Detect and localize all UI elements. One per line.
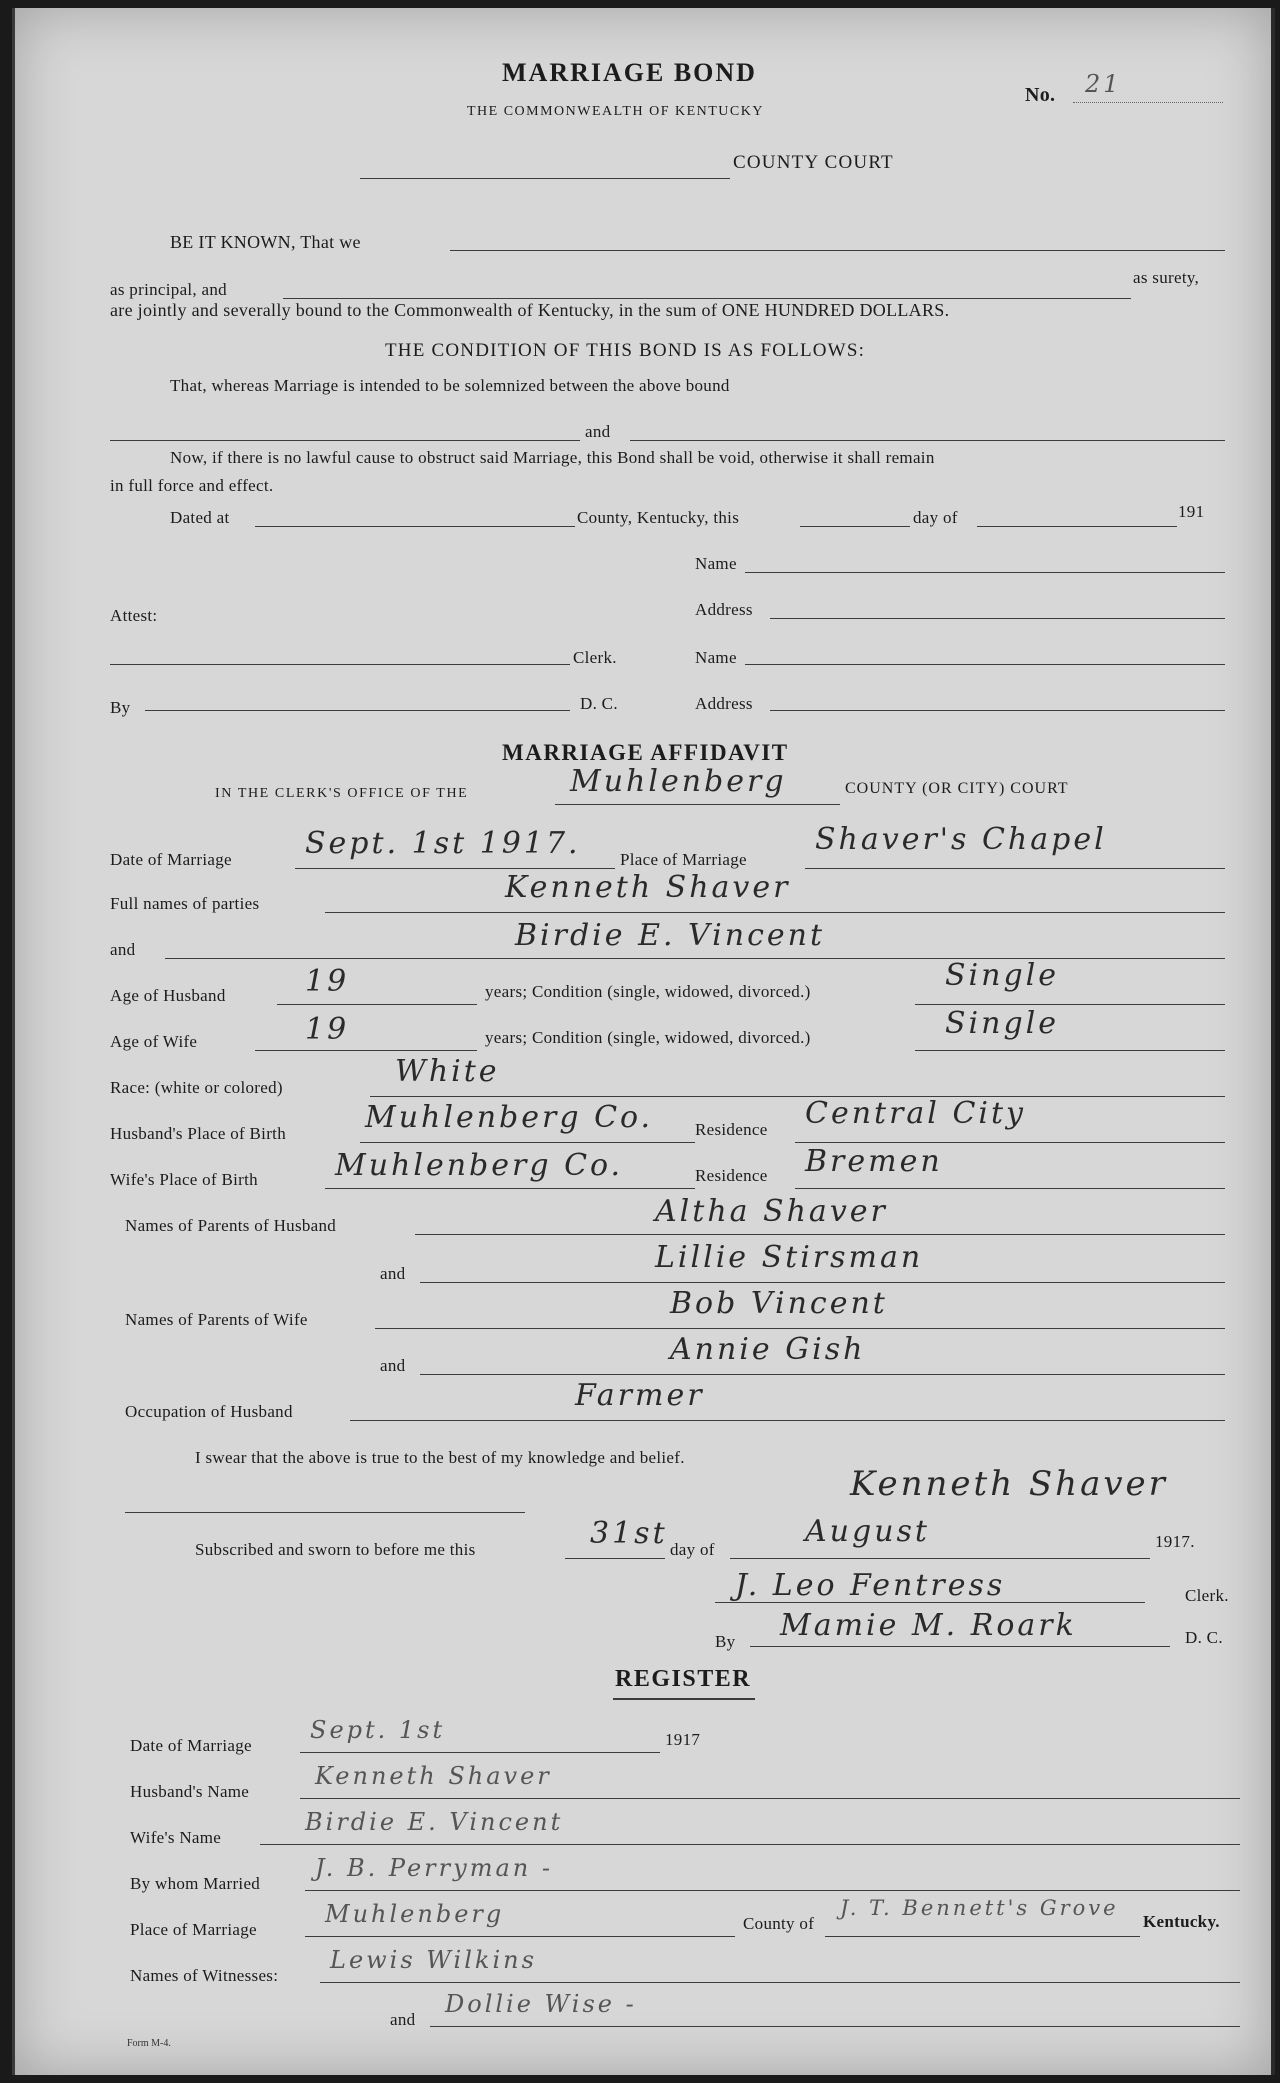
bond-address-line-1 — [770, 618, 1225, 619]
surety-line — [283, 298, 1131, 299]
parent-h2-line — [420, 1282, 1225, 1283]
husband-birth-label: Husband's Place of Birth — [110, 1124, 286, 1143]
parents-wife-label: Names of Parents of Wife — [125, 1310, 308, 1329]
office-suffix-label: COUNTY (OR CITY) COURT — [845, 780, 1069, 797]
affidavit-dc-label: D. C. — [1185, 1628, 1223, 1647]
register-husband-label: Husband's Name — [130, 1782, 250, 1801]
bond-name-label-1: Name — [695, 554, 737, 573]
place-of-marriage-label: Place of Marriage — [620, 850, 747, 869]
register-by-whom-line — [305, 1890, 1240, 1891]
bond-subtitle: THE COMMONWEALTH OF KENTUCKY — [467, 104, 764, 119]
race-value: White — [395, 1054, 500, 1089]
age-husband-label: Age of Husband — [110, 986, 226, 1005]
bond-address-line-2 — [770, 710, 1225, 711]
party2-line — [165, 958, 1225, 959]
parent-h2-value: Lillie Stirsman — [655, 1240, 924, 1275]
bond-name-label-2: Name — [695, 648, 737, 667]
register-witness1-line — [320, 1982, 1240, 1983]
age-husband-value: 19 — [305, 964, 350, 999]
occupation-value: Farmer — [575, 1378, 705, 1413]
age-wife-line — [255, 1050, 477, 1051]
bond-title: MARRIAGE BOND — [502, 58, 757, 87]
register-year-value: 1917 — [665, 1730, 701, 1749]
race-line — [370, 1096, 1225, 1097]
affidavit-by-label: By — [715, 1632, 736, 1651]
wife-birth-line — [325, 1188, 695, 1189]
register-wife-line — [260, 1844, 1240, 1845]
dated-at-label: Dated at — [170, 508, 230, 527]
clerk-signature-line — [110, 664, 570, 665]
bond-dc-label: D. C. — [580, 694, 618, 713]
party2-value: Birdie E. Vincent — [515, 918, 826, 953]
register-date-label: Date of Marriage — [130, 1736, 252, 1755]
wife-residence-line — [795, 1188, 1225, 1189]
age-wife-label: Age of Wife — [110, 1032, 198, 1051]
wife-residence-label: Residence — [695, 1166, 768, 1185]
as-surety-label: as surety, — [1133, 268, 1200, 287]
bond-clerk-label: Clerk. — [573, 648, 617, 667]
form-number-label: Form M-4. — [127, 2038, 171, 2049]
date-of-marriage-value: Sept. 1st 1917. — [305, 826, 581, 861]
deputy-signature-line — [145, 710, 570, 711]
parent-w1-line — [375, 1328, 1225, 1329]
register-place-line — [305, 1936, 735, 1937]
register-by-whom-value: J. B. Perryman - — [315, 1854, 553, 1882]
jointly-bound-text: are jointly and severally bound to the Commonwealth of Kentucky, in the sum of ONE HUNDRED DOLLARS. — [110, 300, 950, 320]
wife-birth-label: Wife's Place of Birth — [110, 1170, 258, 1189]
subscribed-label: Subscribed and sworn to before me this — [195, 1540, 476, 1559]
affidavit-blank-line — [125, 1512, 525, 1513]
parent-h1-value: Altha Shaver — [655, 1194, 888, 1229]
place-of-marriage-value: Shaver's Chapel — [815, 822, 1107, 857]
date-of-marriage-line — [295, 868, 615, 869]
now-if-text-2: in full force and effect. — [110, 476, 274, 495]
parent-w1-value: Bob Vincent — [670, 1286, 888, 1321]
party1-line — [325, 912, 1225, 913]
condition-wife-label: years; Condition (single, widowed, divorced.) — [485, 1028, 811, 1047]
marriage-record-sheet — [12, 8, 1275, 2075]
condition-husband-label: years; Condition (single, widowed, divorced.) — [485, 982, 811, 1001]
deputy-signature-value: Mamie M. Roark — [780, 1608, 1077, 1643]
register-place-label: Place of Marriage — [130, 1920, 257, 1939]
dated-at-line — [255, 526, 575, 527]
age-wife-value: 19 — [305, 1012, 350, 1047]
husband-birth-line — [360, 1142, 695, 1143]
condition-heading: THE CONDITION OF THIS BOND IS AS FOLLOWS: — [385, 340, 866, 361]
bond-address-label-1: Address — [695, 600, 753, 619]
register-date-line — [300, 1752, 660, 1753]
register-wife-value: Birdie E. Vincent — [305, 1808, 564, 1836]
husband-birth-value: Muhlenberg Co. — [365, 1100, 654, 1135]
affidavit-title: MARRIAGE AFFIDAVIT — [502, 740, 789, 765]
register-place-value: Muhlenberg — [325, 1900, 505, 1928]
register-kentucky-label: Kentucky. — [1143, 1912, 1220, 1931]
affidavit-clerk-line — [715, 1602, 1145, 1603]
affidavit-deputy-line — [750, 1646, 1170, 1647]
day-line — [800, 526, 910, 527]
clerk-signature-value: J. Leo Fentress — [735, 1568, 1006, 1603]
condition-husband-line — [915, 1004, 1225, 1005]
parent-w2-value: Annie Gish — [670, 1332, 866, 1367]
condition-husband-value: Single — [945, 958, 1060, 993]
county-kentucky-label: County, Kentucky, this — [577, 508, 740, 527]
attest-label: Attest: — [110, 606, 158, 625]
bond-address-label-2: Address — [695, 694, 753, 713]
be-it-known-label: BE IT KNOWN, That we — [170, 232, 361, 252]
parents-husband-and-label: and — [380, 1264, 406, 1283]
swear-text: I swear that the above is true to the best of my knowledge and belief. — [195, 1448, 685, 1467]
now-if-text-1: Now, if there is no lawful cause to obstruct said Marriage, this Bond shall be void, otherwise it shall remain — [170, 448, 935, 467]
register-witness2-line — [430, 2026, 1240, 2027]
affidavit-clerk-label: Clerk. — [1185, 1586, 1229, 1605]
bond-year-label: 191 — [1178, 502, 1205, 521]
register-witnesses-label: Names of Witnesses: — [130, 1966, 279, 1985]
county-court-label: COUNTY COURT — [733, 152, 894, 173]
register-county-of-line — [825, 1936, 1140, 1937]
whereas-text: That, whereas Marriage is intended to be solemnized between the above bound — [170, 376, 730, 395]
race-label: Race: (white or colored) — [110, 1078, 283, 1097]
register-date-value: Sept. 1st — [310, 1716, 446, 1744]
register-wife-label: Wife's Name — [130, 1828, 222, 1847]
register-title: REGISTER — [615, 1666, 752, 1692]
bond-name-line-2 — [745, 664, 1225, 665]
wife-residence-value: Bremen — [805, 1144, 943, 1179]
affidavit-county-line — [555, 804, 840, 805]
as-principal-label: as principal, and — [110, 280, 227, 299]
husband-residence-label: Residence — [695, 1120, 768, 1139]
county-court-line — [360, 178, 730, 179]
register-title-underline — [613, 1698, 755, 1700]
register-county-of-value: J. T. Bennett's Grove — [840, 1896, 1119, 1920]
subscribed-month-line — [730, 1558, 1150, 1559]
day-of-label: day of — [913, 508, 958, 527]
register-witness1-value: Lewis Wilkins — [330, 1946, 537, 1974]
month-line — [977, 526, 1177, 527]
condition-wife-value: Single — [945, 1006, 1060, 1041]
bond-number-value: 21 — [1085, 70, 1122, 98]
party-b-line — [630, 440, 1225, 441]
register-and-label: and — [390, 2010, 416, 2029]
bond-number-label: No. — [1025, 84, 1056, 106]
subscribed-day-of-label: day of — [670, 1540, 715, 1559]
register-by-whom-label: By whom Married — [130, 1874, 261, 1893]
condition-wife-line — [915, 1050, 1225, 1051]
subscribed-day-value: 31st — [590, 1516, 668, 1551]
parent-h1-line — [415, 1234, 1225, 1235]
affidavit-county-value: Muhlenberg — [570, 764, 787, 799]
parents-wife-and-label: and — [380, 1356, 406, 1375]
register-husband-value: Kenneth Shaver — [315, 1762, 552, 1790]
bond-by-label: By — [110, 698, 131, 717]
age-husband-line — [277, 1004, 477, 1005]
office-prefix-label: IN THE CLERK'S OFFICE OF THE — [215, 786, 469, 801]
affiant-signature-value: Kenneth Shaver — [850, 1464, 1168, 1504]
bond-number-line — [1073, 102, 1223, 103]
subscribed-month-value: August — [805, 1514, 930, 1549]
register-witness2-value: Dollie Wise - — [445, 1990, 637, 2018]
wife-birth-value: Muhlenberg Co. — [335, 1148, 624, 1183]
party-and-label: and — [110, 940, 136, 959]
occupation-line — [350, 1420, 1225, 1421]
occupation-label: Occupation of Husband — [125, 1402, 293, 1421]
husband-residence-value: Central City — [805, 1096, 1026, 1131]
husband-residence-line — [795, 1142, 1225, 1143]
register-county-of-label: County of — [743, 1914, 815, 1933]
full-names-label: Full names of parties — [110, 894, 260, 913]
principals-line — [450, 250, 1225, 251]
place-of-marriage-line — [805, 868, 1225, 869]
date-of-marriage-label: Date of Marriage — [110, 850, 232, 869]
party-a-line — [110, 440, 580, 441]
party1-value: Kenneth Shaver — [505, 870, 791, 905]
bond-and-label: and — [585, 422, 611, 441]
subscribed-day-line — [565, 1558, 665, 1559]
parents-husband-label: Names of Parents of Husband — [125, 1216, 337, 1235]
bond-name-line-1 — [745, 572, 1225, 573]
subscribed-year-value: 1917. — [1155, 1532, 1195, 1551]
parent-w2-line — [420, 1374, 1225, 1375]
register-husband-line — [300, 1798, 1240, 1799]
